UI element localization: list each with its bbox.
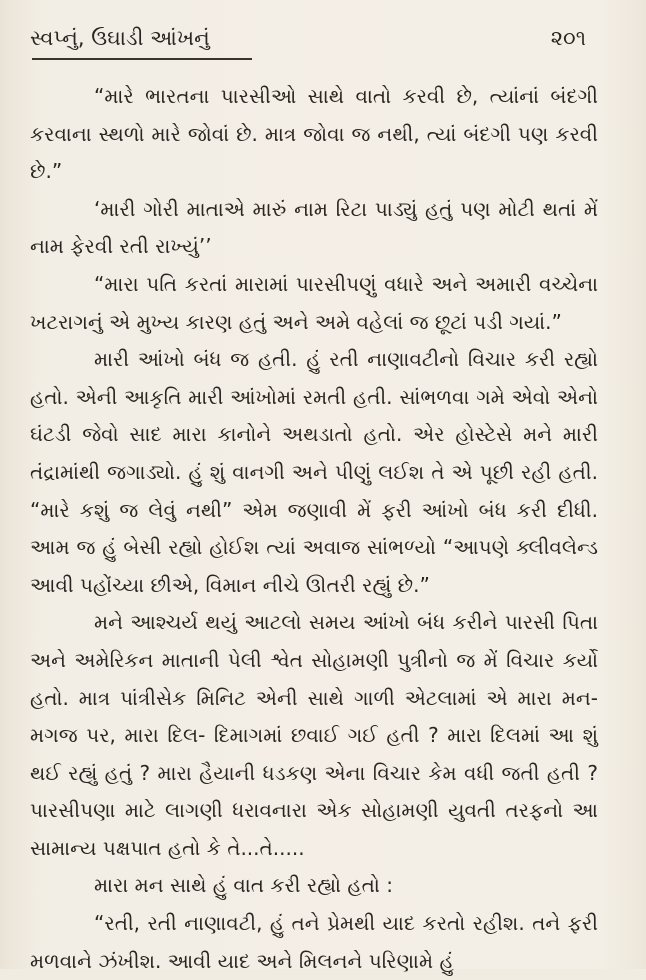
header-underline [32,58,252,60]
page-body [30,78,598,980]
paragraph: મારા મન સાથે હું વાત કરી રહ્યો હતો : [94,873,393,898]
paragraph: “મારે ભારતના પારસીઓ સાથે વાતો કરવી છે, ત્યાંનાં બંદગી કરવાના સ્થળો મારે જોવાં છે. માત્ર જોવા જ નથી, ત્યાં બંદગી પણ કરવી છે.” [30,84,598,184]
page-header [30,20,586,56]
paragraph: “રતી, રતી નાણાવટી, હું તને પ્રેમથી યાદ કરતો રહીશ. તને ફરી મળવાને ઝંખીશ. આવી યાદ અને મિલનને પરિણામે હું [30,911,598,973]
running-title: સ્વપ્નું, ઉઘાડી આંખનું [30,25,210,50]
paragraph: મારી આંખો બંધ જ હતી. હું રતી નાણાવટીનો વિચાર કરી રહ્યો હતો. એની આકૃતિ મારી આંખોમાં રમતી હતી. સાંભળવા ગમે એવો એનો ઘંટડી જેવો સાદ મારા કાનોને અથડાતો હતો. એર હોસ્ટેસે મને મારી તંદ્રામાંથી જગાડ્યો. હું શું વાનગી અને પીણું લઈશ તે એ પૂછી રહી હતી. “મારે કશું જ લેવું નથી” એમ જણાવી મેં ફરી આંખો બંધ કરી દીધી. આમ જ હું બેસી રહ્યો હોઈશ ત્યાં અવાજ સાંભળ્યો “આપણે ક્લીવલેન્ડ આવી પહોંચ્યા છીએ, વિમાન નીચે ઊતરી રહ્યું છે.” [30,347,598,597]
paragraph: “મારા પતિ કરતાં મારામાં પારસીપણું વધારે અને અમારી વચ્ચેના ખટરાગનું એ મુખ્ય કારણ હતું અને અમે વહેલાં જ છૂટાં પડી ગયાં.” [30,271,598,334]
paragraph: ‘મારી ગોરી માતાએ મારું નામ રિટા પાડ્યું હતું પણ મોટી થતાં મેં નામ ફેરવી રતી રાખ્યું’’ [30,196,598,259]
page-number: ૨૦૧ [550,25,586,50]
paragraph: મને આશ્ચર્ય થયું આટલો સમય આંખો બંધ કરીને પારસી પિતા અને અમેરિકન માતાની પેલી શ્વેત સોહામણી પુત્રીનો જ મેં વિચાર કર્યો હતો. માત્ર પાંત્રીસેક મિનિટ એની સાથે ગાળી એટલામાં એ મારા મન-મગજ પર, મારા દિલ- દિમાગમાં છવાઈ ગઈ હતી ? મારા દિલમાં આ શું થઈ રહ્યું હતું ? મારા હૈયાની ધડકણ એના વિચાર કેમ વધી જતી હતી ? પારસીપણા માટે લાગણી ધરાવનારા એક સોહામણી યુવતી તરફનો આ સામાન્ય પક્ષપાત હતો કે તે...તે..... [30,610,598,860]
